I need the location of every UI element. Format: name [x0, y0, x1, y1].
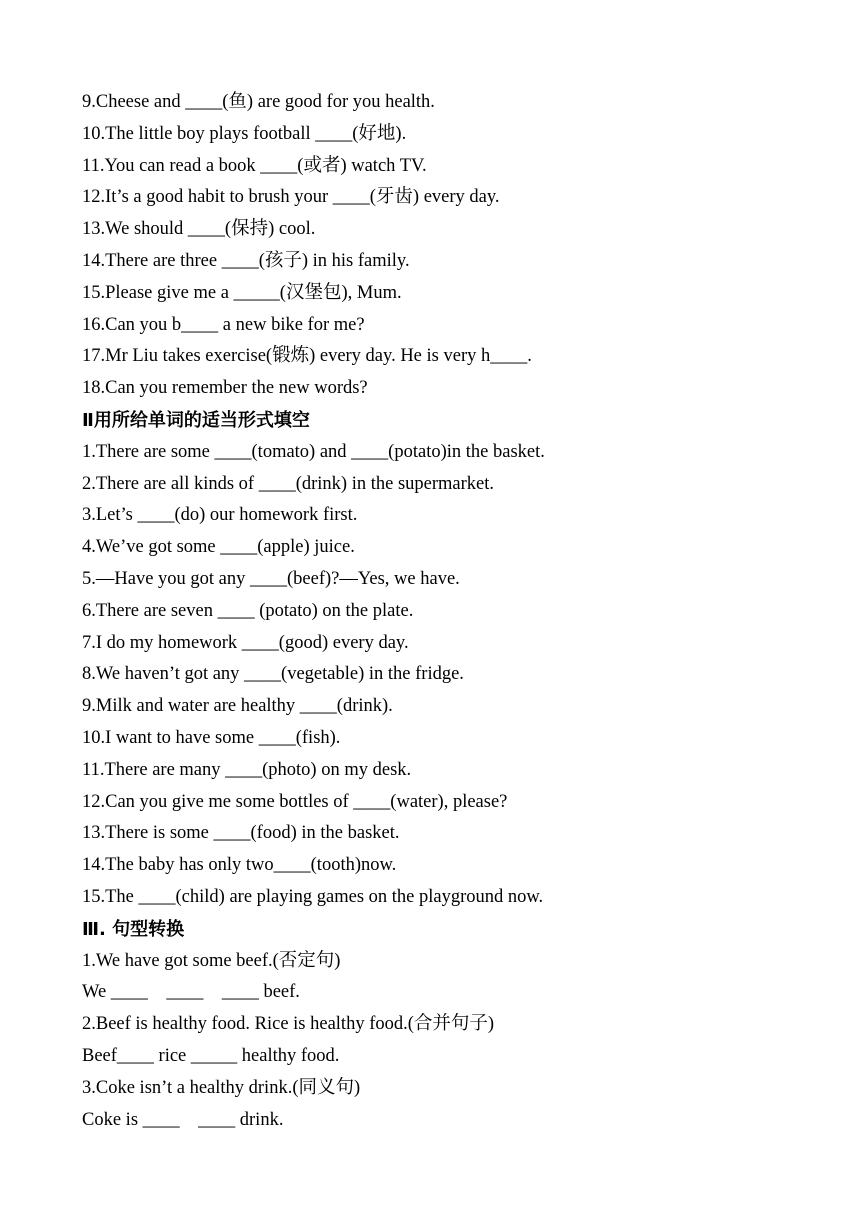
question-line: 15.The ____(child) are playing games on the playground now.: [82, 886, 544, 907]
section-1-continued: [82, 87, 860, 405]
section-heading: Ⅲ. 句型转换: [82, 918, 185, 940]
question-line: 11.There are many ____(photo) on my desk.: [82, 759, 412, 780]
question-line: 1.There are some ____(tomato) and ____(potato)in the basket.: [82, 441, 545, 462]
question-line: 7.I do my homework ____(good) every day.: [82, 632, 409, 653]
answer-line: We ____ ____ ____ beef.: [82, 982, 300, 1003]
answer-line: Coke is ____ ____ drink.: [82, 1109, 284, 1130]
question-line: 11.You can read a book ____(或者) watch TV.: [82, 155, 427, 176]
question-line: 14.The baby has only two____(tooth)now.: [82, 855, 397, 876]
question-line: 14.There are three ____(孩子) in his family.: [82, 250, 410, 271]
question-line: 10.The little boy plays football ____(好地).: [82, 123, 407, 144]
question-line: 3.Let’s ____(do) our homework first.: [82, 505, 358, 526]
section-3: [82, 914, 860, 1137]
question-line: 15.Please give me a _____(汉堡包), Mum.: [82, 282, 402, 303]
question-line: 13.We should ____(保持) cool.: [82, 219, 316, 240]
question-line: 18.Can you remember the new words?: [82, 378, 368, 399]
question-line: 9.Cheese and ____(鱼) are good for you health.: [82, 92, 435, 112]
question-line: 2.Beef is healthy food. Rice is healthy food.(合并句子): [82, 1014, 495, 1035]
question-line: 5.—Have you got any ____(beef)?—Yes, we have.: [82, 568, 460, 589]
question-line: 17.Mr Liu takes exercise(锻炼) every day. He is very h____.: [82, 346, 532, 367]
question-line: 8.We haven’t got any ____(vegetable) in the fridge.: [82, 664, 464, 685]
section-2: [82, 405, 860, 914]
question-line: 2.There are all kinds of ____(drink) in the supermarket.: [82, 473, 495, 494]
question-line: 1.We have got some beef.(否定句): [82, 950, 341, 971]
question-line: 12.Can you give me some bottles of ____(water), please?: [82, 791, 508, 812]
question-line: 10.I want to have some ____(fish).: [82, 727, 341, 748]
question-line: 12.It’s a good habit to brush your ____(牙齿) every day.: [82, 187, 500, 208]
question-line: 3.Coke isn’t a healthy drink.(同义句): [82, 1077, 361, 1098]
section-heading: Ⅱ用所给单词的适当形式填空: [82, 409, 310, 431]
question-line: 13.There is some ____(food) in the basket.: [82, 823, 400, 844]
answer-line: Beef____ rice _____ healthy food.: [82, 1045, 340, 1066]
question-line: 9.Milk and water are healthy ____(drink).: [82, 696, 393, 717]
question-line: 6.There are seven ____ (potato) on the plate.: [82, 600, 414, 621]
question-line: 16.Can you b____ a new bike for me?: [82, 314, 365, 335]
question-line: 4.We’ve got some ____(apple) juice.: [82, 537, 355, 558]
